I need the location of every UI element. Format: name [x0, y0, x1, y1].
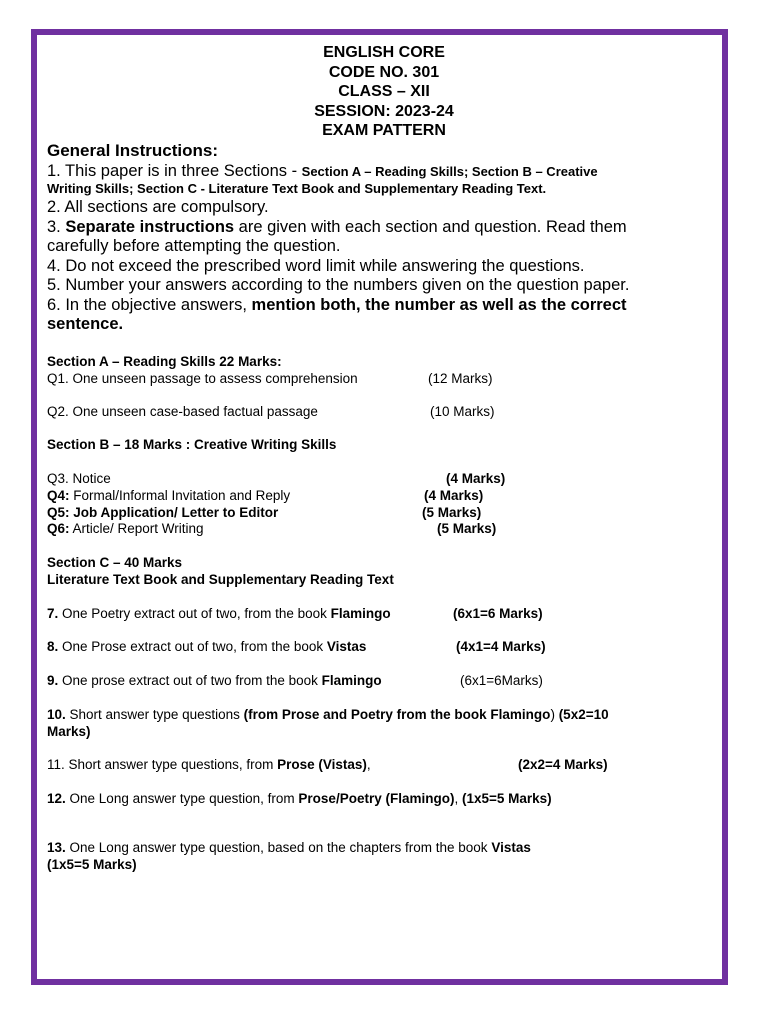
q8-marks: (4x1=4 Marks)	[456, 639, 546, 654]
q10-paren: )	[550, 707, 559, 722]
instruction-1	[47, 162, 598, 181]
q5-text: Q5: Job Application/ Letter to Editor	[47, 505, 279, 520]
q2-marks: (10 Marks)	[430, 404, 495, 419]
section-c-subtitle: Literature Text Book and Supplementary Reading Text	[47, 572, 394, 587]
q4-text	[47, 488, 290, 503]
q13-number: 13.	[47, 840, 66, 855]
q11-source: Prose (Vistas)	[277, 757, 367, 772]
q12-comma: ,	[454, 791, 462, 806]
q6-desc: Article/ Report Writing	[69, 521, 204, 536]
q13-book: Vistas	[491, 840, 531, 855]
q12-marks: (1x5=5 Marks)	[461, 791, 552, 806]
q8-number: 8.	[47, 639, 59, 654]
q7-desc: One Poetry extract out of two, from the book	[58, 606, 331, 621]
heading-class: CLASS – XII	[338, 83, 430, 100]
q1-text: Q1. One unseen passage to assess comprehension	[47, 371, 358, 386]
section-a-title: Section A – Reading Skills 22 Marks:	[47, 354, 282, 369]
q11-comma: ,	[366, 757, 371, 772]
q6-text	[47, 521, 204, 536]
q10-desc: Short answer type questions	[65, 707, 244, 722]
q4-marks: (4 Marks)	[424, 488, 484, 503]
q9-marks: (6x1=6Marks)	[460, 673, 543, 688]
instruction-2: 2. All sections are compulsory.	[47, 198, 269, 216]
q6-marks: (5 Marks)	[437, 521, 497, 536]
q13-text	[47, 840, 531, 855]
q9-number: 9.	[47, 673, 59, 688]
q8-book: Vistas	[326, 639, 367, 654]
q9-desc: One prose extract out of two from the book	[58, 673, 322, 688]
q12-text	[47, 791, 552, 806]
q7-text	[47, 606, 391, 621]
instruction-3-bold: Separate instructions	[65, 218, 235, 236]
instruction-3-num: 3.	[47, 218, 66, 236]
q8-text	[47, 639, 366, 654]
section-c-title: Section C – 40 Marks	[47, 555, 183, 570]
q3-marks: (4 Marks)	[446, 471, 506, 486]
instruction-3	[47, 218, 627, 237]
q11-marks: (2x2=4 Marks)	[518, 757, 608, 772]
heading-exam-pattern: EXAM PATTERN	[322, 122, 446, 139]
q10-marks-cont: Marks)	[47, 724, 91, 739]
instruction-4: 4. Do not exceed the prescribed word limit while answering the questions.	[47, 257, 585, 275]
instruction-1-text: 1. This paper is in three Sections -	[47, 162, 302, 180]
q7-marks: (6x1=6 Marks)	[453, 606, 543, 621]
q1-marks: (12 Marks)	[428, 371, 493, 386]
q9-text	[47, 673, 382, 688]
q4-desc: Formal/Informal Invitation and Reply	[69, 488, 291, 503]
q12-desc: One Long answer type question, from	[65, 791, 299, 806]
q7-book: Flamingo	[330, 606, 391, 621]
heading-subject: ENGLISH CORE	[323, 44, 445, 61]
q8-desc: One Prose extract out of two, from the book	[58, 639, 327, 654]
q13-marks: (1x5=5 Marks)	[47, 857, 137, 872]
q10-text	[47, 707, 609, 722]
heading-session: SESSION: 2023-24	[314, 102, 454, 120]
q12-source: Prose/Poetry (Flamingo)	[298, 791, 455, 806]
instruction-6-bold: mention both, the number as well as the correct	[251, 296, 627, 314]
instruction-6-text: 6. In the objective answers,	[47, 296, 252, 314]
heading-code: CODE NO. 301	[328, 63, 440, 81]
instruction-1-cont: Writing Skills; Section C - Literature Text Book and Supplementary Reading Text.	[47, 181, 547, 196]
q5-marks: (5 Marks)	[422, 505, 482, 520]
q9-book: Flamingo	[321, 673, 382, 688]
q4-number: Q4:	[47, 488, 70, 503]
q12-number: 12.	[47, 791, 66, 806]
instruction-3-cont: carefully before attempting the question.	[47, 237, 341, 255]
q11-text	[47, 757, 371, 772]
section-b-title: Section B – 18 Marks : Creative Writing Skills	[47, 437, 337, 452]
instruction-1-sections: Section A – Reading Skills; Section B – Creative	[301, 164, 598, 179]
instruction-6	[47, 296, 627, 315]
q6-number: Q6:	[47, 521, 70, 536]
q3-text: Q3. Notice	[47, 471, 111, 486]
instruction-6-cont: sentence.	[47, 315, 124, 333]
document-heading	[0, 43, 768, 141]
instruction-5: 5. Number your answers according to the numbers given on the question paper.	[47, 276, 630, 294]
general-instructions-title: General Instructions:	[47, 141, 218, 160]
instruction-3-text: are given with each section and question. Read them	[234, 218, 627, 236]
q10-source: (from Prose and Poetry from the book Flamingo	[243, 707, 551, 722]
q11-desc: 11. Short answer type questions, from	[47, 757, 278, 772]
q2-text: Q2. One unseen case-based factual passage	[47, 404, 318, 419]
q10-marks: (5x2=10	[558, 707, 609, 722]
q10-number: 10.	[47, 707, 66, 722]
q7-number: 7.	[47, 606, 59, 621]
q13-desc: One Long answer type question, based on the chapters from the book	[65, 840, 492, 855]
